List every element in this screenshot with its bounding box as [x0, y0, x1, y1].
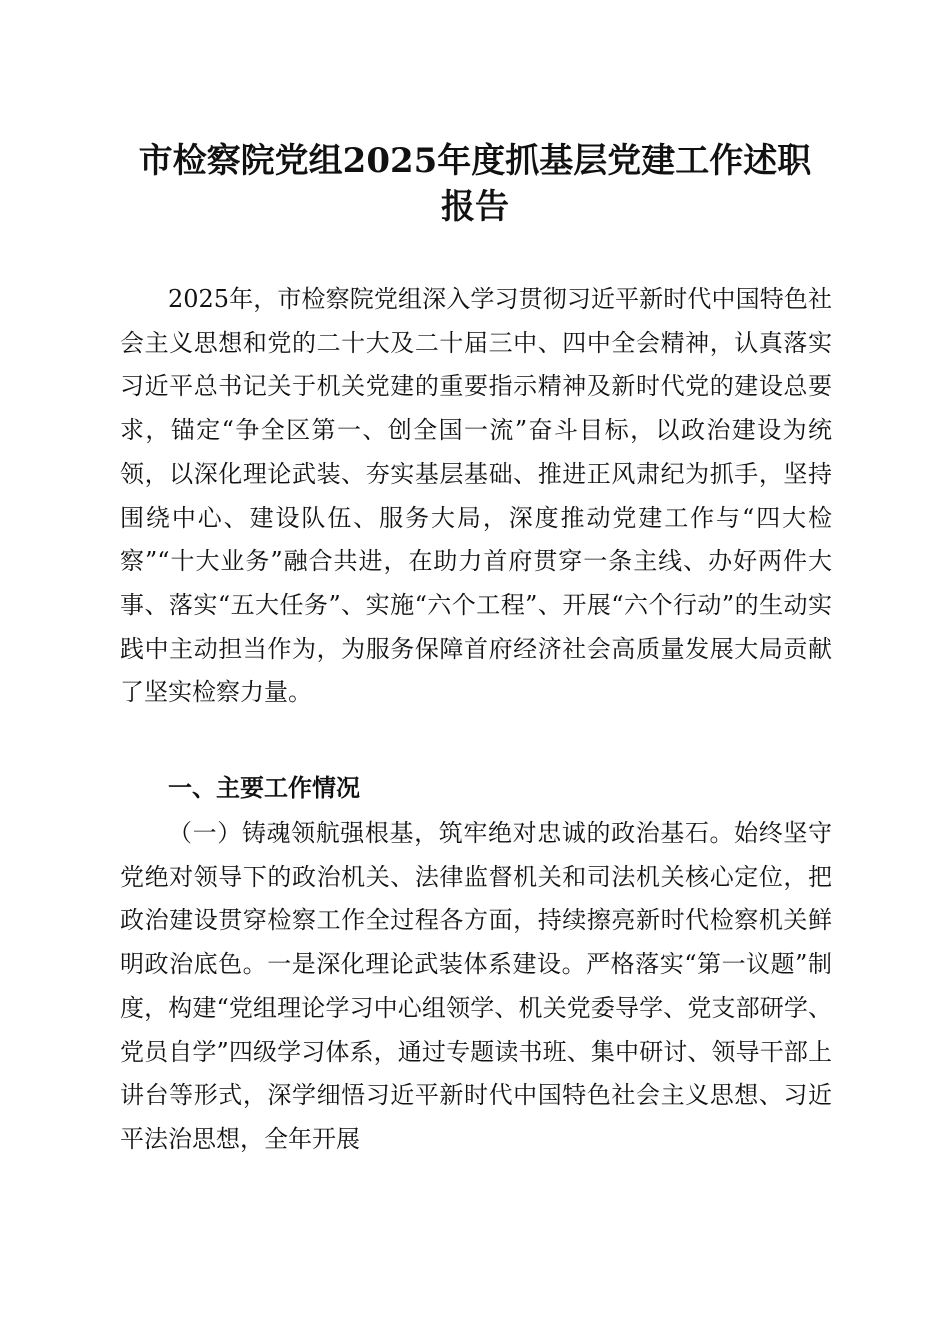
subsection-paragraph: [120, 812, 832, 1162]
document-title-line2: 报告: [441, 187, 509, 227]
subsection-body: 始终坚守党绝对领导下的政治机关、法律监督机关和司法机关核心定位，把政治建设贯穿检察工作全过程各方面，持续擦亮新时代检察机关鲜明政治底色。一是深化理论武装体系建设。严格落实“第一议题”制度，构建“党组理论学习中心组领学、机关党委导学、党支部研学、党员自学”四级学习体系，通过专题读书班、集中研讨、领导干部上讲台等形式，深学细悟习近平新时代中国特色社会主义思想、习近平法治思想，全年开展: [120, 819, 833, 1153]
document-title-line1: 市检察院党组2025年度抓基层党建工作述职: [138, 141, 812, 181]
subsection-lead: （一）铸魂领航强根基，筑牢绝对忠诚的政治基石。: [168, 819, 735, 847]
intro-paragraph: 2025年，市检察院党组深入学习贯彻习近平新时代中国特色社会主义思想和党的二十大及二十届三中、四中全会精神，认真落实习近平总书记关于机关党建的重要指示精神及新时代党的建设总要求，锚定“争全区第一、创全国一流”奋斗目标，以政治建设为统领，以深化理论武装、夯实基层基础、推进正风肃纪为抓手，坚持围绕中心、建设队伍、服务大局，深度推动党建工作与“四大检察”“十大业务”融合共进，在助力首府贯穿一条主线、办好两件大事、落实“五大任务”、实施“六个工程”、开展“六个行动”的生动实践中主动担当作为，为服务保障首府经济社会高质量发展大局贡献了坚实检察力量。: [120, 285, 832, 707]
section-heading: 一、主要工作情况: [168, 774, 360, 802]
